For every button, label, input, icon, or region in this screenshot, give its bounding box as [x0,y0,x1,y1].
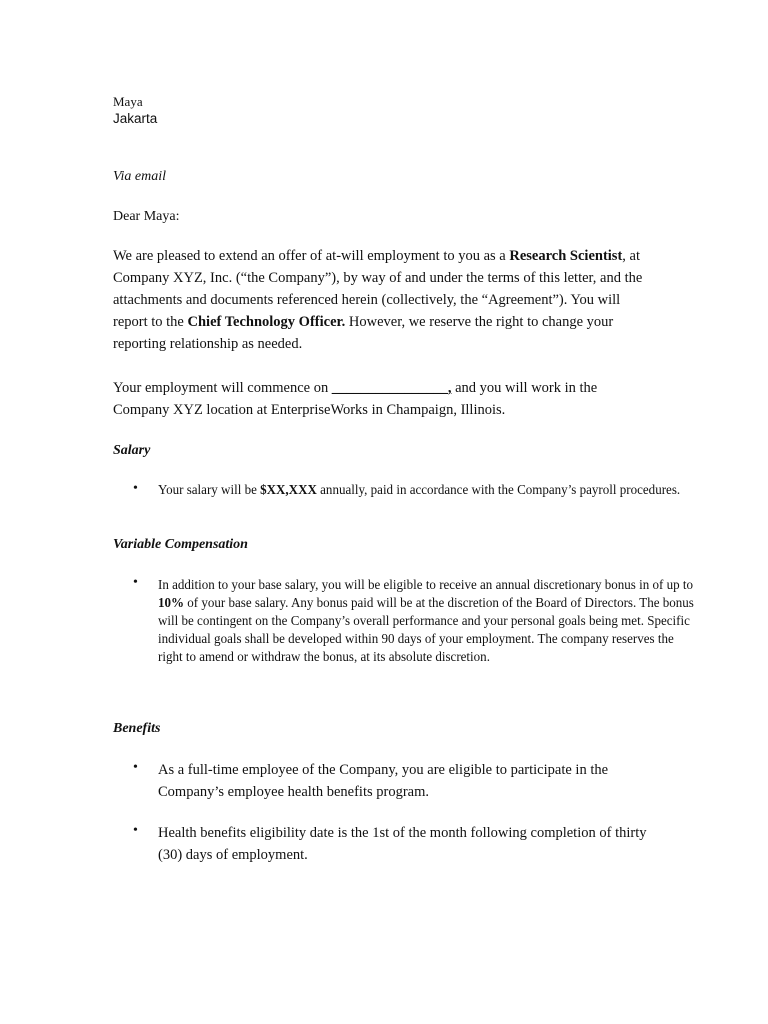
intro-text-c: However, we reserve the right to change your reporting relationship as needed. [113,314,614,352]
variable-text-b: of your base salary. Any bonus paid will be at the discretion of the Board of Directors. The bonus will be contingent on the Company’s overall performance and your personal goals being met. Specific individual goals shall be developed within 90 days of your employment. The company reserves the right to amend or withdraw the bonus, at its absolute discretion. [158,596,694,665]
variable-compensation-text [158,577,697,667]
benefits-item-2: Health benefits eligibility date is the 1st of the month following completion of thirty (30) days of employment. [158,825,647,863]
recipient-name: Maya [113,94,143,109]
benefits-heading: Benefits [113,721,161,736]
bonus-percent: 10% [158,596,185,611]
benefits-item-1: As a full-time employee of the Company, you are eligible to participate in the Company’s employee health benefits program. [158,762,609,800]
delivery-method: Via email [113,169,167,184]
salary-text-b: annually, paid in accordance with the Company’s payroll procedures. [316,483,681,498]
salary-text-a: Your salary will be [158,483,261,498]
salary-heading: Salary [113,443,151,458]
start-paragraph [113,377,653,421]
manager-title: Chief Technology Officer. [187,314,346,330]
start-text-b: and you will work in the Company XYZ location at EnterpriseWorks in Champaign, Illinois. [113,380,598,418]
variable-text-a: In addition to your base salary, you will be eligible to receive an annual discretionary bonus in of up to [158,578,694,593]
bullet-icon: • [133,481,138,496]
job-title: Research Scientist [509,248,623,264]
salary-text [158,482,697,500]
bullet-icon: • [133,823,138,838]
intro-text-b: , at Company XYZ, Inc. (“the Company”), by way of and under the terms of this letter, and the attachments and documents referenced herein (collectively, the “Agreement”). You will report to the [113,248,643,330]
salary-amount: $XX,XXX [260,483,317,498]
intro-paragraph [113,245,653,355]
start-date-blank: ________________, [331,380,452,396]
variable-compensation-item [158,577,694,667]
start-text-a: Your employment will commence on [113,380,332,396]
bullet-icon: • [133,760,138,775]
salary-item [158,482,681,500]
intro-text-a: We are pleased to extend an offer of at-will employment to you as a [113,248,510,264]
recipient-city: Jakarta [113,111,158,126]
variable-compensation-heading: Variable Compensation [113,537,248,552]
salutation: Dear Maya: [113,209,180,224]
bullet-icon: • [133,575,138,590]
